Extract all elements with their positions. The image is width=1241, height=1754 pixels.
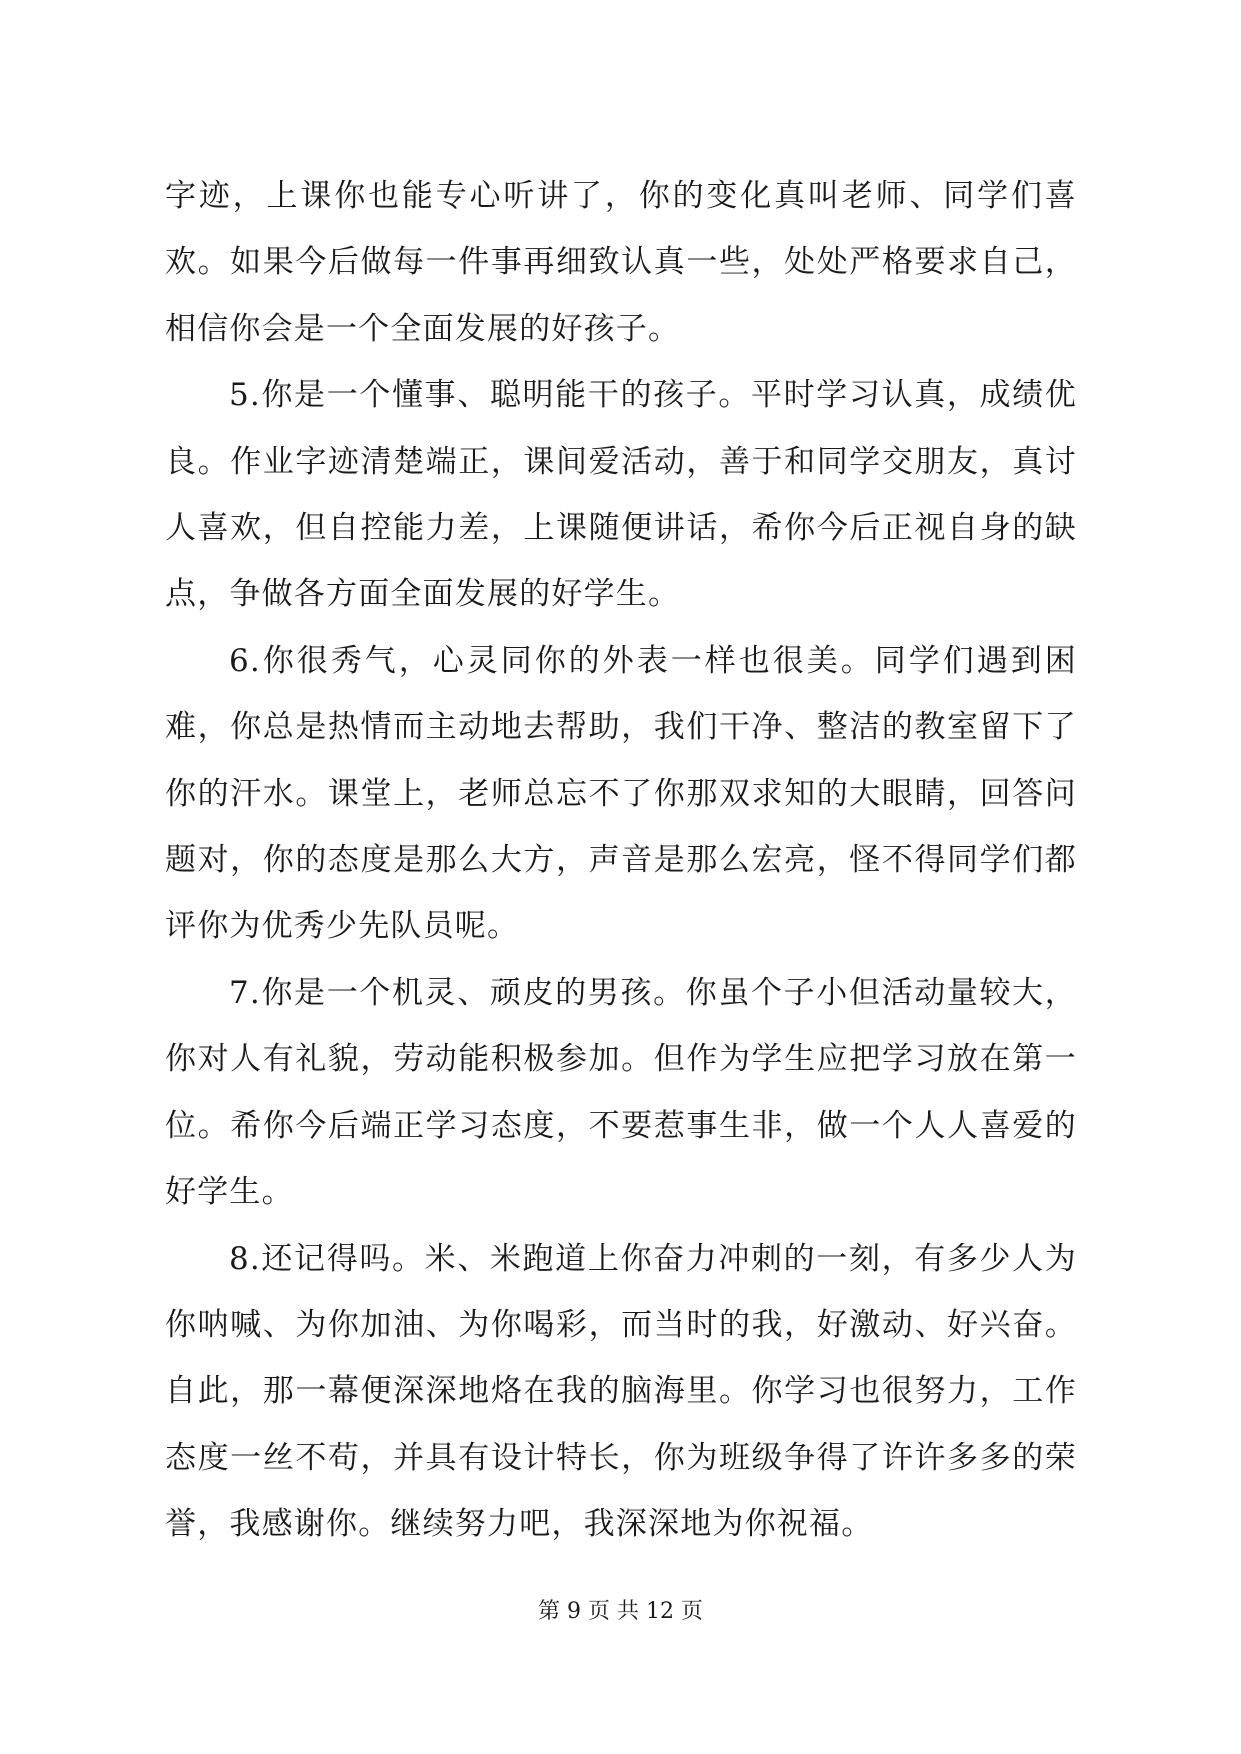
paragraph-continued: 字迹，上课你也能专心听讲了，你的变化真叫老师、同学们喜欢。如果今后做每一件事再细致认真一些，处处严格要求自己，相信你会是一个全面发展的好孩子。	[165, 178, 1077, 347]
paragraph-item-7: 7.你是一个机灵、顽皮的男孩。你虽个子小但活动量较大，你对人有礼貌，劳动能积极参加。但作为学生应把学习放在第一位。希你今后端正学习态度，不要惹事生非，做一个人人喜爱的好学生。	[165, 974, 1077, 1211]
page-number-footer: 第 9 页 共 12 页	[538, 1599, 703, 1624]
paragraph-item-5: 5.你是一个懂事、聪明能干的孩子。平时学习认真，成绩优良。作业字迹清楚端正，课间爱活动，善于和同学交朋友，真讨人喜欢，但自控能力差，上课随便讲话，希你今后正视自身的缺点，争做各方面全面发展的好学生。	[165, 377, 1077, 613]
paragraph-item-6: 6.你很秀气，心灵同你的外表一样也很美。同学们遇到困难，你总是热情而主动地去帮助，我们干净、整洁的教室留下了你的汗水。课堂上，老师总忘不了你那双求知的大眼睛，回答问题对，你的态度是那么大方，声音是那么宏亮，怪不得同学们都评你为优秀少先队员呢。	[165, 642, 1077, 945]
paragraph-item-8: 8.还记得吗。米、米跑道上你奋力冲刺的一刻，有多少人为你呐喊、为你加油、为你喝彩，而当时的我，好激动、好兴奋。自此，那一幕便深深地烙在我的脑海里。你学习也很努力，工作态度一丝不苟，并具有设计特长，你为班级争得了许许多多的荣誉，我感谢你。继续努力吧，我深深地为你祝福。	[165, 1240, 1077, 1543]
document-body	[165, 163, 1077, 1558]
